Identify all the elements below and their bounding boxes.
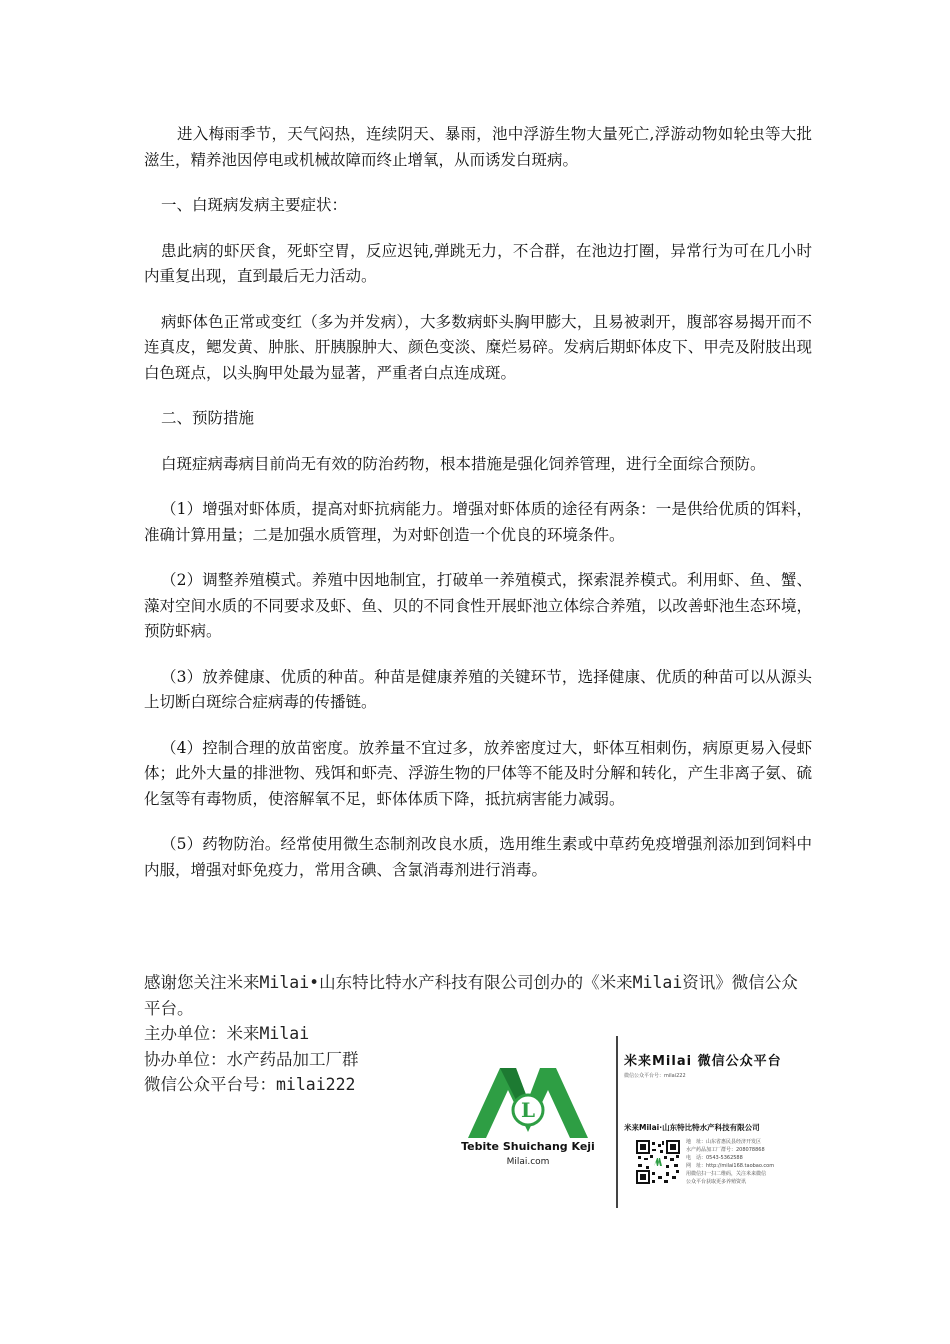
logo-letter: L xyxy=(520,1098,536,1122)
wechat-card xyxy=(624,1050,814,1208)
measure-paragraph-4: （4）控制合理的放苗密度。放养量不宜过多，放养密度过大，虾体互相刺伤，病原更易入侵虾体；此外大量的排泄物、残饵和虾壳、浮游生物的尸体等不能及时分解和转化，产生非离子氨、硫化氢等有毒物质，使溶解氧不足，虾体体质下降，抵抗病害能力减弱。 xyxy=(144,738,812,808)
wechat-id-text: 微信公众平台号：milai222 xyxy=(144,1075,356,1094)
section-heading-symptoms: 一、白斑病发病主要症状： xyxy=(161,196,348,214)
company-logo-icon xyxy=(466,1060,590,1172)
card-company: 米来Milai·山东特比特水产科技有限公司 xyxy=(624,1123,760,1132)
logo-m-mark xyxy=(466,1060,590,1140)
article-body xyxy=(144,122,812,903)
thanks-text: 感谢您关注米来Milai•山东特比特水产科技有限公司创办的《米来Milai资讯》微信公众平台。 xyxy=(144,973,798,1018)
symptom-paragraph-1: 患此病的虾厌食，死虾空胃，反应迟钝,弹跳无力，不合群，在池边打圈，异常行为可在几小时内重复出现，直到最后无力活动。 xyxy=(144,241,812,285)
logo-site: Milai.com xyxy=(506,1157,550,1167)
divider-line xyxy=(616,1036,618,1208)
card-line: 公众平台获取更多养殖资讯 xyxy=(686,1179,747,1185)
co-host-text: 协办单位：水产药品加工厂群 xyxy=(144,1049,359,1069)
card-details xyxy=(686,1138,814,1186)
card-line: 水产药品加工厂群号：208078868 xyxy=(686,1147,765,1153)
prevention-intro-paragraph: 白斑症病毒病目前尚无有效的防治药物，根本措施是强化饲养管理，进行全面综合预防。 xyxy=(161,454,766,473)
card-line: 用微信扫一扫二维码，关注米来微信 xyxy=(686,1171,767,1177)
measure-paragraph-5: （5）药物防治。经常使用微生态制剂改良水质，选用维生素或中草药免疫增强剂添加到饲料中内服，增强对虾免疫力，常用含碘、含氯消毒剂进行消毒。 xyxy=(144,835,812,879)
host-text: 主办单位：米来Milai xyxy=(144,1024,310,1043)
measure-paragraph-1: （1）增强对虾体质，提高对虾抗病能力。增强对虾体质的途径有两条：一是供给优质的饵料，准确计算用量；二是加强水质管理，为对虾创造一个优良的环境条件。 xyxy=(144,500,812,544)
intro-paragraph: 进入梅雨季节，天气闷热，连续阴天、暴雨，池中浮游生物大量死亡,浮游动物如轮虫等大批滋生，精养池因停电或机械故障而终止增氧，从而诱发白斑病。 xyxy=(144,125,812,169)
measure-paragraph-2: （2）调整养殖模式。养殖中因地制宜，打破单一养殖模式，探索混养模式。利用虾、鱼、蟹、藻对空间水质的不同要求及虾、鱼、贝的不同食性开展虾池立体综合养殖，以改善虾池生态环境，预防虾病。 xyxy=(144,571,812,640)
card-line: 地 址：山东省惠民县经济开发区 xyxy=(686,1139,762,1145)
card-line: 电 话：0543-5362588 xyxy=(686,1155,743,1161)
measure-paragraph-3: （3）放养健康、优质的种苗。种苗是健康养殖的关键环节，选择健康、优质的种苗可以从源头上切断白斑综合症病毒的传播链。 xyxy=(144,667,812,711)
card-line: 网 址：http://milai168.taobao.com xyxy=(686,1163,775,1169)
card-subtitle: 微信公众平台号：milai222 xyxy=(624,1073,686,1079)
section-heading-prevention: 二、预防措施 xyxy=(161,409,255,427)
logo-name: Tebite Shuichang Keji xyxy=(461,1140,595,1153)
card-title: 米来Milai 微信公众平台 xyxy=(624,1054,782,1069)
qr-code-icon xyxy=(636,1140,680,1184)
symptom-paragraph-2: 病虾体色正常或变红（多为并发病），大多数病虾头胸甲膨大，且易被剥开，腹部容易揭开而不连真皮，鳃发黄、肿胀、肝胰腺肿大、颜色变淡、糜烂易碎。发病后期虾体皮下、甲壳及附肢出现白色斑点，以头胸甲处最为显著，严重者白点连成斑。 xyxy=(144,312,812,382)
